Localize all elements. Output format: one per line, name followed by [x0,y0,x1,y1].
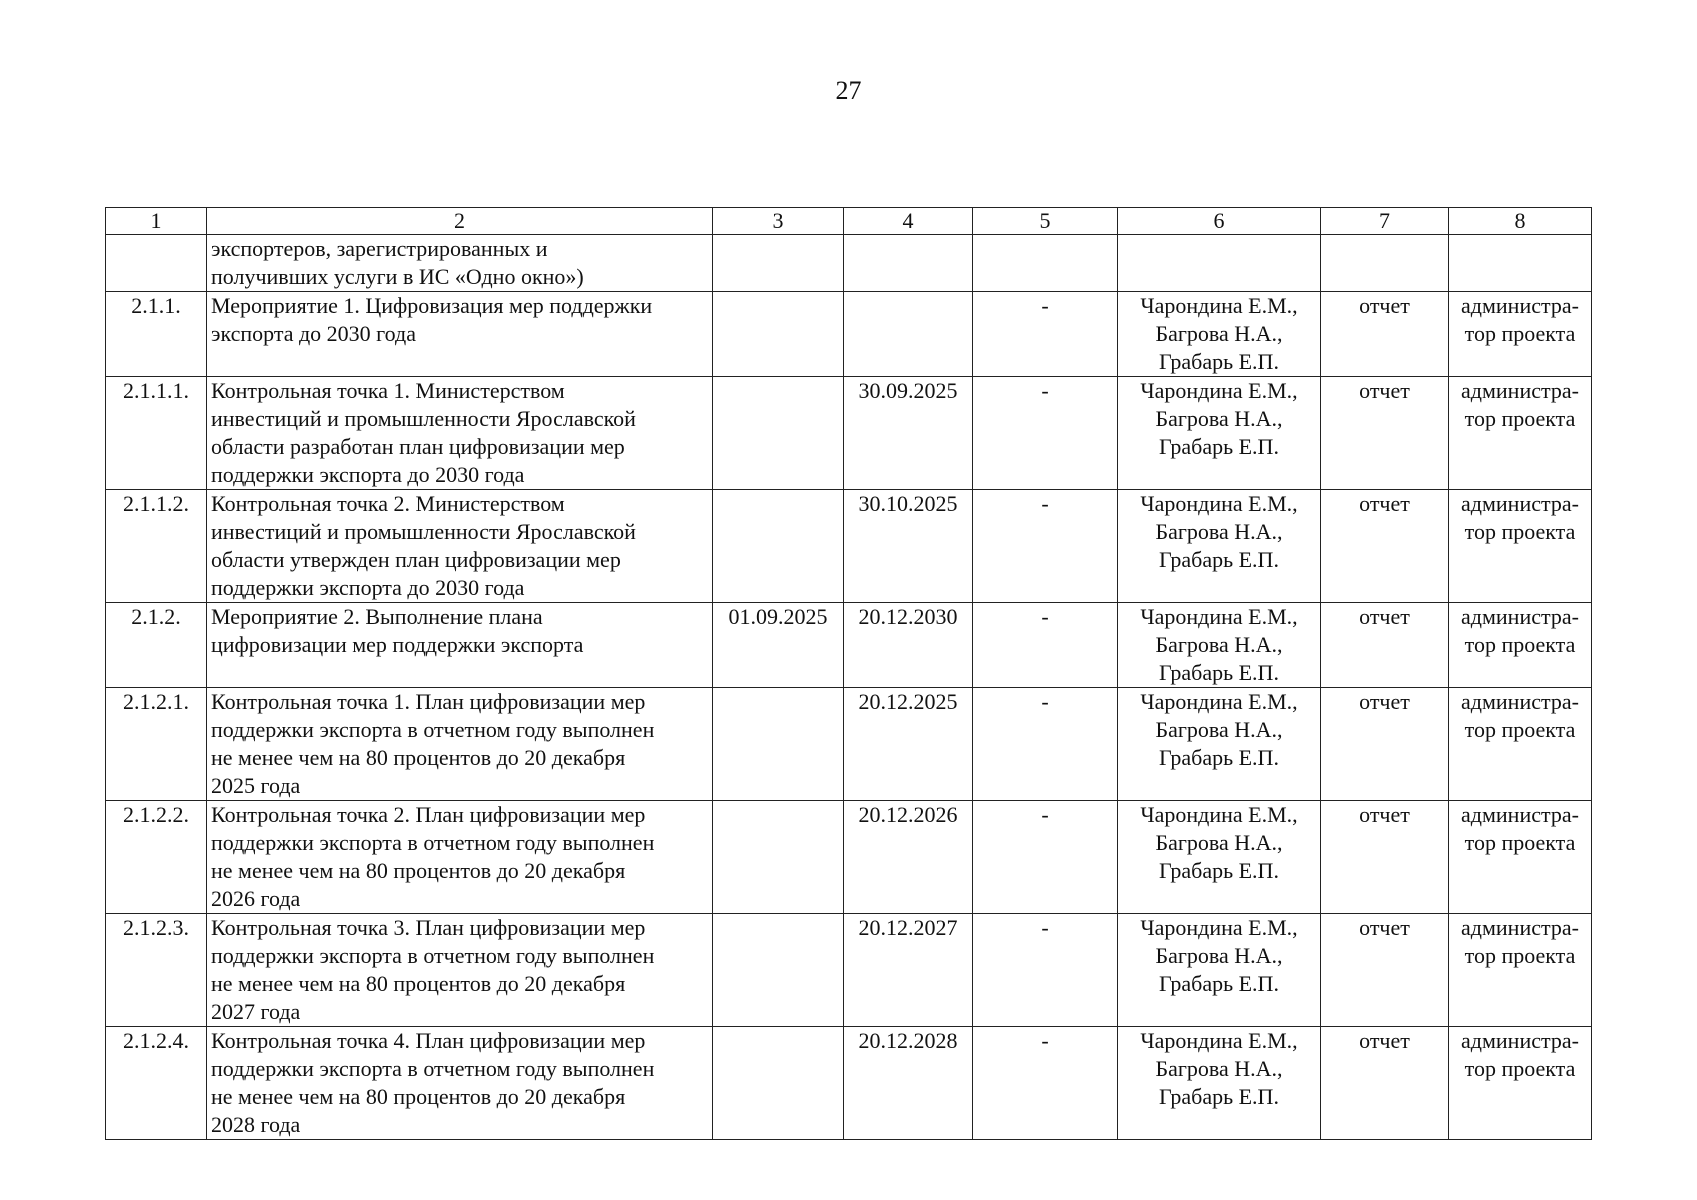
responsible-line: Грабарь Е.П. [1159,660,1279,685]
role-cell [1449,1027,1592,1140]
role-line: администра- [1461,378,1579,403]
responsible-cell [1118,801,1321,914]
description-line: инвестиций и промышленности Ярославской [211,519,636,544]
page-number: 27 [835,76,862,105]
table-row [106,377,1592,490]
responsible-cell [1118,603,1321,688]
role-line: тор проекта [1464,632,1576,657]
description-line: области разработан план цифровизации мер [211,434,625,459]
description-cell [207,914,713,1027]
table-row [106,688,1592,801]
item-number-cell: 2.1.2.2. [106,801,207,914]
plan-table [105,207,1592,1140]
description-line: не менее чем на 80 процентов до 20 декабря [211,971,626,996]
column-5-cell: - [973,603,1118,688]
responsible-line: Багрова Н.А., [1155,406,1283,431]
column-number-7: 7 [1321,208,1449,235]
column-number-3: 3 [713,208,844,235]
description-line: Контрольная точка 3. План цифровизации мер [211,915,646,940]
description-line: Контрольная точка 2. План цифровизации мер [211,802,646,827]
responsible-line: Чарондина Е.М., [1140,491,1298,516]
responsible-cell [1118,292,1321,377]
description-line: Контрольная точка 4. План цифровизации мер [211,1028,646,1053]
table-row [106,801,1592,914]
start-date-cell [713,688,844,801]
role-line: тор проекта [1464,406,1576,431]
item-number-cell: 2.1.1.1. [106,377,207,490]
role-cell [1449,490,1592,603]
description-line: поддержки экспорта в отчетном году выполнен [211,943,655,968]
column-5-cell: - [973,1027,1118,1140]
column-number-8: 8 [1449,208,1592,235]
responsible-cell [1118,490,1321,603]
role-cell [1449,377,1592,490]
role-cell [1449,292,1592,377]
description-line: Мероприятие 1. Цифровизация мер поддержки [211,293,653,318]
responsible-line: Чарондина Е.М., [1140,293,1298,318]
start-date-cell [713,292,844,377]
start-date-cell: 01.09.2025 [713,603,844,688]
description-line: цифровизации мер поддержки экспорта [211,632,584,657]
responsible-line: Грабарь Е.П. [1159,1084,1279,1109]
item-number-cell: 2.1.2.3. [106,914,207,1027]
description-line: Контрольная точка 1. Министерством [211,378,565,403]
role-line: тор проекта [1464,717,1576,742]
description-line: 2026 года [211,886,301,911]
role-line: тор проекта [1464,830,1576,855]
responsible-line: Чарондина Е.М., [1140,604,1298,629]
role-cell [1449,235,1592,292]
description-line: поддержки экспорта в отчетном году выполнен [211,717,655,742]
description-line: получивших услуги в ИС «Одно окно») [211,264,584,289]
column-number-row [106,208,1592,235]
responsible-line: Чарондина Е.М., [1140,378,1298,403]
end-date-cell: 20.12.2028 [844,1027,973,1140]
description-line: не менее чем на 80 процентов до 20 декабря [211,858,626,883]
responsible-line: Грабарь Е.П. [1159,349,1279,374]
description-line: поддержки экспорта до 2030 года [211,462,525,487]
description-cell [207,688,713,801]
responsible-cell [1118,688,1321,801]
responsible-cell [1118,914,1321,1027]
end-date-cell: 20.12.2025 [844,688,973,801]
role-cell [1449,688,1592,801]
responsible-line: Багрова Н.А., [1155,1056,1283,1081]
role-line: администра- [1461,1028,1579,1053]
end-date-cell: 20.12.2030 [844,603,973,688]
responsible-cell [1118,235,1321,292]
start-date-cell [713,235,844,292]
document-type-cell: отчет [1321,801,1449,914]
column-5-cell: - [973,914,1118,1027]
description-line: 2025 года [211,773,301,798]
start-date-cell [713,914,844,1027]
role-line: тор проекта [1464,519,1576,544]
responsible-line: Чарондина Е.М., [1140,802,1298,827]
document-type-cell: отчет [1321,490,1449,603]
column-number-5: 5 [973,208,1118,235]
column-number-4: 4 [844,208,973,235]
responsible-line: Чарондина Е.М., [1140,689,1298,714]
role-line: тор проекта [1464,943,1576,968]
description-cell [207,292,713,377]
column-5-cell: - [973,688,1118,801]
start-date-cell [713,801,844,914]
role-cell [1449,801,1592,914]
table-row [106,235,1592,292]
role-line: тор проекта [1464,321,1576,346]
responsible-line: Багрова Н.А., [1155,717,1283,742]
role-line: администра- [1461,604,1579,629]
start-date-cell [713,490,844,603]
item-number-cell: 2.1.1. [106,292,207,377]
description-line: поддержки экспорта в отчетном году выполнен [211,1056,655,1081]
start-date-cell [713,1027,844,1140]
responsible-line: Грабарь Е.П. [1159,745,1279,770]
responsible-line: Чарондина Е.М., [1140,915,1298,940]
column-number-6: 6 [1118,208,1321,235]
responsible-line: Грабарь Е.П. [1159,547,1279,572]
end-date-cell: 30.09.2025 [844,377,973,490]
document-type-cell [1321,235,1449,292]
responsible-line: Багрова Н.А., [1155,830,1283,855]
document-type-cell: отчет [1321,603,1449,688]
table-row [106,1027,1592,1140]
table-row [106,914,1592,1027]
responsible-cell [1118,377,1321,490]
responsible-line: Грабарь Е.П. [1159,858,1279,883]
end-date-cell: 30.10.2025 [844,490,973,603]
role-line: администра- [1461,802,1579,827]
table-body [106,208,1592,1140]
document-type-cell: отчет [1321,914,1449,1027]
end-date-cell [844,292,973,377]
responsible-line: Багрова Н.А., [1155,943,1283,968]
role-cell [1449,914,1592,1027]
role-cell [1449,603,1592,688]
responsible-line: Чарондина Е.М., [1140,1028,1298,1053]
start-date-cell [713,377,844,490]
table-row [106,490,1592,603]
document-type-cell: отчет [1321,688,1449,801]
document-type-cell: отчет [1321,1027,1449,1140]
description-line: инвестиций и промышленности Ярославской [211,406,636,431]
description-line: не менее чем на 80 процентов до 20 декабря [211,1084,626,1109]
description-line: поддержки экспорта до 2030 года [211,575,525,600]
column-5-cell: - [973,377,1118,490]
description-cell [207,235,713,292]
description-cell [207,1027,713,1140]
column-5-cell: - [973,292,1118,377]
description-cell [207,490,713,603]
description-cell [207,603,713,688]
description-line: Контрольная точка 1. План цифровизации мер [211,689,646,714]
item-number-cell: 2.1.2.1. [106,688,207,801]
description-line: не менее чем на 80 процентов до 20 декабря [211,745,626,770]
table-row [106,603,1592,688]
role-line: администра- [1461,293,1579,318]
responsible-line: Багрова Н.А., [1155,321,1283,346]
role-line: администра- [1461,491,1579,516]
column-5-cell: - [973,801,1118,914]
description-line: 2028 года [211,1112,301,1137]
column-number-1: 1 [106,208,207,235]
end-date-cell: 20.12.2027 [844,914,973,1027]
document-type-cell: отчет [1321,292,1449,377]
responsible-cell [1118,1027,1321,1140]
table-row [106,292,1592,377]
item-number-cell: 2.1.2. [106,603,207,688]
responsible-line: Грабарь Е.П. [1159,971,1279,996]
column-5-cell: - [973,490,1118,603]
end-date-cell [844,235,973,292]
description-cell [207,801,713,914]
responsible-line: Багрова Н.А., [1155,632,1283,657]
description-cell [207,377,713,490]
responsible-line: Грабарь Е.П. [1159,434,1279,459]
item-number-cell: 2.1.1.2. [106,490,207,603]
column-5-cell [973,235,1118,292]
item-number-cell: 2.1.2.4. [106,1027,207,1140]
role-line: администра- [1461,689,1579,714]
description-line: 2027 года [211,999,301,1024]
responsible-line: Багрова Н.А., [1155,519,1283,544]
description-line: экспортеров, зарегистрированных и [211,236,548,261]
item-number-cell [106,235,207,292]
description-line: Контрольная точка 2. Министерством [211,491,565,516]
end-date-cell: 20.12.2026 [844,801,973,914]
column-number-2: 2 [207,208,713,235]
description-line: экспорта до 2030 года [211,321,416,346]
document-type-cell: отчет [1321,377,1449,490]
description-line: области утвержден план цифровизации мер [211,547,621,572]
description-line: Мероприятие 2. Выполнение плана [211,604,543,629]
role-line: администра- [1461,915,1579,940]
role-line: тор проекта [1464,1056,1576,1081]
description-line: поддержки экспорта в отчетном году выполнен [211,830,655,855]
